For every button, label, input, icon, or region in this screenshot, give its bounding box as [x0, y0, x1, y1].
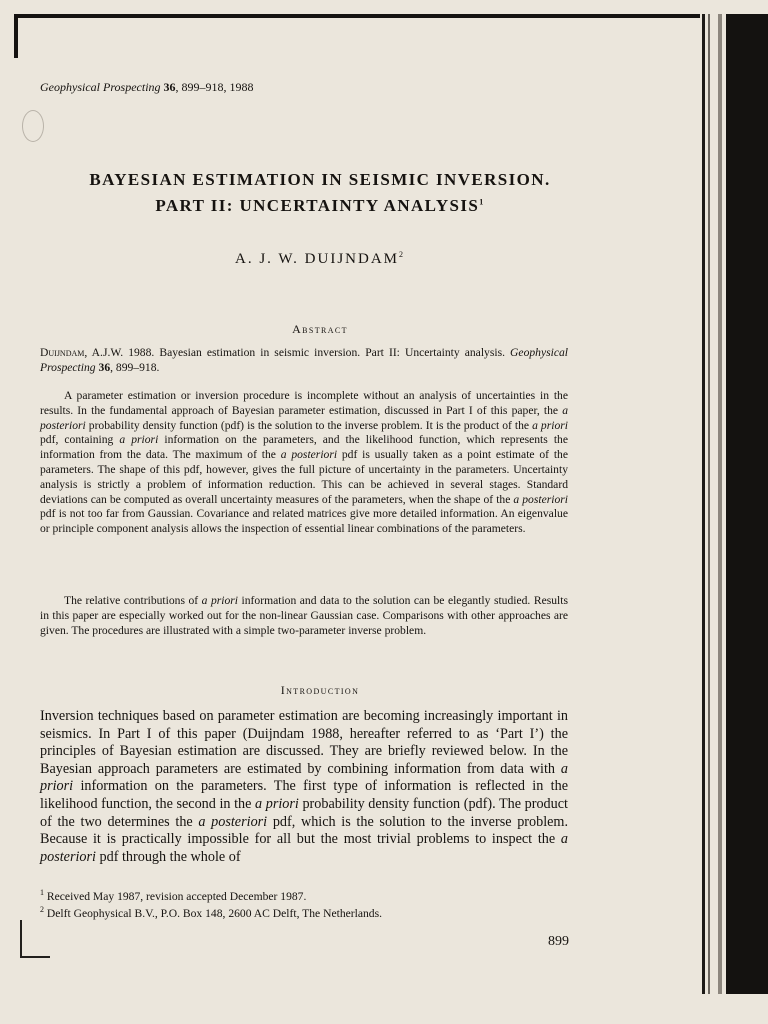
journal-name: Geophysical Prospecting — [40, 80, 161, 94]
binding-line — [708, 14, 710, 994]
citation-pages: , 899–918. — [110, 360, 160, 374]
title-line-1: BAYESIAN ESTIMATION IN SEISMIC INVERSION. — [89, 170, 551, 189]
author-footnote-mark: 2 — [399, 250, 405, 259]
abstract-heading: Abstract — [292, 322, 348, 336]
title-text: PART II: UNCERTAINTY ANALYSIS — [155, 196, 480, 215]
footnote-mark: 1 — [40, 888, 44, 897]
journal-pages: , 899–918, 1988 — [175, 80, 254, 94]
punch-hole-mark — [22, 110, 44, 142]
author — [40, 250, 600, 268]
footnote-mark: 2 — [40, 905, 44, 914]
footnote-2 — [40, 905, 382, 920]
introduction-heading: Introduction — [280, 683, 360, 697]
scan-border-top — [14, 14, 704, 18]
citation-journal: Geophysical Prospecting — [40, 346, 568, 374]
citation-volume: 36 — [98, 360, 111, 374]
introduction-paragraph: Inversion techniques based on parameter estimation are becoming increasingly important in seismics. In Part I of this paper (Duijndam 1988, hereafter referred to as ‘Part I’) the principles of Bayesian estimation are discussed. They are briefly reviewed below. In the Bayesian approach parameters are estimated by combining information from data with a priori information on the parameters. The first type of information is reflected in the likelihood function, the second in the a priori probability density function (pdf). The product of the two determines the a posteriori pdf, which is the solution to the inverse problem. Because it is practically impossible for all but the most trivial problems to inspect the a posteriori pdf through the whole of — [40, 708, 569, 865]
page-number: 899 — [548, 934, 569, 949]
abstract-paragraph-2: The relative contributions of a priori information and data to the solution can be elegantly studied. Results in this paper are especially worked out for the non-linear Gaussian case. Comparisons with other approaches are given. The procedures are illustrated with a simple two-parameter inverse problem. — [40, 594, 568, 637]
citation-author: Duijndam — [40, 346, 85, 359]
journal-volume: 36 — [163, 80, 176, 94]
footnote-text: Delft Geophysical B.V., P.O. Box 148, 2600 AC Delft, The Netherlands. — [44, 906, 383, 920]
abstract-citation — [40, 346, 568, 376]
binding-shadow — [726, 14, 768, 994]
title-footnote-mark: 1 — [479, 197, 485, 207]
footnote-1 — [40, 888, 306, 903]
citation-text: , A.J.W. 1988. Bayesian estimation in seismic inversion. Part II: Uncertainty analysis. — [84, 346, 511, 359]
crop-mark-horizontal — [20, 956, 50, 958]
author-name: A. J. W. DUIJNDAM — [234, 251, 399, 267]
book-binding-edge — [700, 14, 768, 1024]
title-line-2 — [40, 196, 600, 216]
binding-line — [702, 14, 705, 994]
abstract-paragraph-1: A parameter estimation or inversion procedure is incomplete without an analysis of uncertainties in the results. In the fundamental approach of Bayesian parameter estimation, discussed in Part I of this paper, the a posteriori probability density function (pdf) is the solution to the inverse problem. It is the product of the a priori pdf, containing a priori information on the parameters, and the likelihood function, which represents the information from the data. The maximum of the a posteriori pdf is usually taken as a point estimate of the parameters. The shape of this pdf, however, gives the full picture of uncertainty in the parameters. Uncertainty analysis is strictly a problem of information reduction. This can be achieved in several stages. Standard deviations can be computed as overall uncertainty measures of the parameters, when the shape of the a posteriori pdf is not too far from Gaussian. Covariance and related matrices give more detailed information. An eigenvalue or principle component analysis allows the inspection of essential linear combinations of the parameters. — [40, 389, 568, 536]
journal-citation — [40, 80, 254, 95]
crop-mark-vertical — [20, 920, 22, 958]
footnote-text: Received May 1987, revision accepted December 1987. — [44, 889, 307, 903]
binding-line — [718, 14, 722, 994]
scan-border-left — [14, 14, 18, 58]
